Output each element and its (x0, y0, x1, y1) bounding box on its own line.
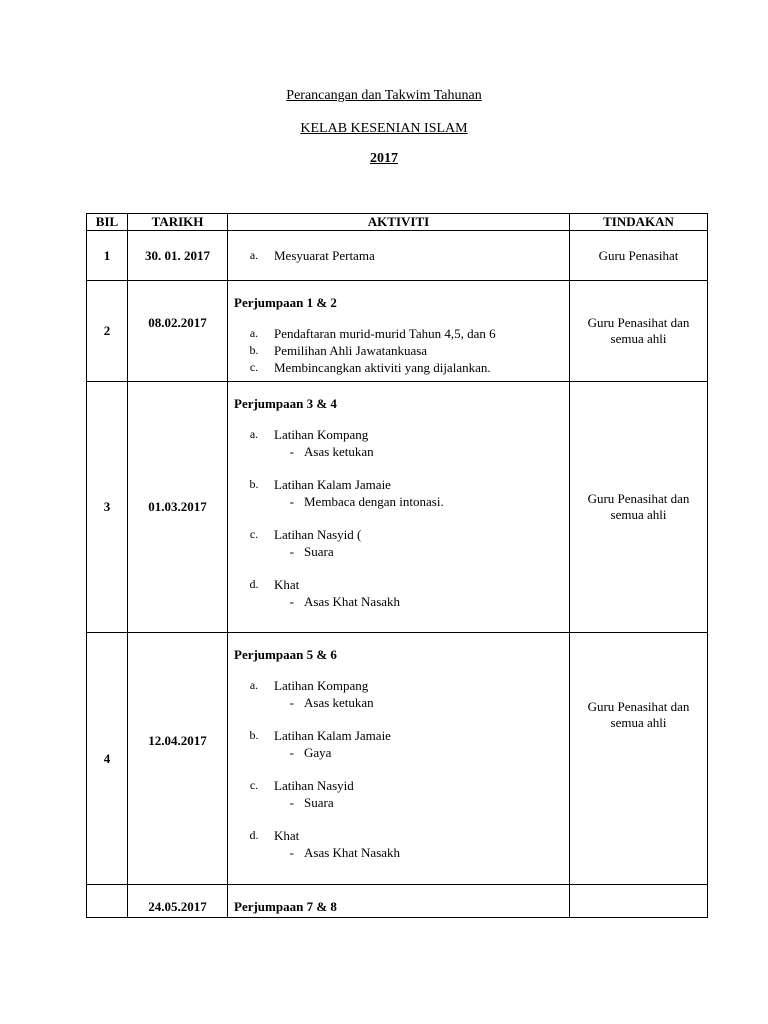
row-tindakan: Guru Penasihat (570, 231, 708, 281)
row-tarikh: 01.03.2017 (128, 382, 228, 633)
item-letter: b. (249, 343, 259, 357)
item-letter: a. (249, 326, 259, 340)
item-letter: b. (249, 728, 259, 742)
row-tarikh: 30. 01. 2017 (128, 231, 228, 281)
row-tindakan: Guru Penasihat dan semua ahli (570, 633, 708, 885)
table-row (87, 885, 708, 918)
table-header-row (87, 214, 708, 231)
activity-subitem (234, 443, 563, 460)
header-tindakan: TINDAKAN (570, 214, 708, 231)
club-name: KELAB KESENIAN ISLAM (300, 121, 468, 136)
sub-dash: - (289, 444, 294, 459)
sub-text: Gaya (304, 745, 332, 760)
activity-item (234, 426, 563, 443)
sub-text: Suara (304, 544, 334, 559)
item-text: Latihan Nasyid ( (274, 527, 362, 542)
item-text: Membincangkan aktiviti yang dijalankan. (274, 360, 491, 375)
row-aktiviti (228, 885, 570, 918)
item-letter: a. (249, 427, 259, 441)
row-bil: 2 (87, 281, 128, 382)
activity-item (234, 827, 563, 844)
item-text: Latihan Kompang (274, 678, 369, 693)
row-bil: 1 (87, 231, 128, 281)
activity-item (234, 576, 563, 593)
row-aktiviti (228, 633, 570, 885)
item-letter: d. (249, 577, 259, 591)
item-text: Mesyuarat Pertama (274, 248, 375, 263)
activity-subitem (234, 794, 563, 811)
item-letter: c. (249, 527, 259, 541)
activity-subitem (234, 744, 563, 761)
row-tindakan (570, 885, 708, 918)
sub-dash: - (289, 695, 294, 710)
sub-dash: - (289, 795, 294, 810)
meeting-heading: Perjumpaan 5 & 6 (234, 647, 337, 662)
item-text: Latihan Nasyid (274, 778, 354, 793)
header-tarikh: TARIKH (128, 214, 228, 231)
header-bil: BIL (87, 214, 128, 231)
table-row (87, 231, 708, 281)
activity-subitem (234, 493, 563, 510)
row-aktiviti (228, 231, 570, 281)
meeting-heading: Perjumpaan 7 & 8 (234, 899, 337, 914)
sub-text: Asas ketukan (304, 695, 374, 710)
row-aktiviti (228, 382, 570, 633)
activity-item (234, 342, 563, 359)
item-text: Latihan Kalam Jamaie (274, 728, 391, 743)
item-letter: b. (249, 477, 259, 491)
item-text: Latihan Kompang (274, 427, 369, 442)
activity-item (234, 727, 563, 744)
sub-dash: - (289, 845, 294, 860)
item-letter: d. (249, 828, 259, 842)
sub-text: Membaca dengan intonasi. (304, 494, 444, 509)
sub-text: Asas ketukan (304, 444, 374, 459)
header-aktiviti: AKTIVITI (228, 214, 570, 231)
activity-subitem (234, 543, 563, 560)
item-letter: c. (249, 360, 259, 374)
sub-dash: - (289, 594, 294, 609)
activity-subitem (234, 593, 563, 610)
table-row (87, 281, 708, 382)
activity-subitem (234, 694, 563, 711)
item-text: Pemilihan Ahli Jawatankuasa (274, 343, 428, 358)
year-heading: 2017 (370, 151, 398, 166)
meeting-heading: Perjumpaan 3 & 4 (234, 396, 337, 411)
activity-item (234, 476, 563, 493)
row-tarikh: 24.05.2017 (128, 885, 228, 918)
sub-text: Asas Khat Nasakh (304, 845, 401, 860)
row-bil: 4 (87, 633, 128, 885)
table-row (87, 633, 708, 885)
activity-item (234, 359, 563, 376)
item-letter: a. (249, 248, 259, 262)
item-text: Khat (274, 828, 300, 843)
sub-dash: - (289, 494, 294, 509)
item-text: Khat (274, 577, 300, 592)
activity-item (234, 325, 563, 342)
table-row (87, 382, 708, 633)
item-letter: c. (249, 778, 259, 792)
activity-item (234, 777, 563, 794)
row-bil: 3 (87, 382, 128, 633)
row-tindakan: Guru Penasihat dan semua ahli (570, 382, 708, 633)
row-tarikh: 12.04.2017 (128, 633, 228, 885)
sub-dash: - (289, 745, 294, 760)
sub-dash: - (289, 544, 294, 559)
activity-item (234, 526, 563, 543)
document-title: Perancangan dan Takwim Tahunan (286, 88, 482, 103)
sub-text: Asas Khat Nasakh (304, 594, 401, 609)
sub-text: Suara (304, 795, 334, 810)
row-aktiviti (228, 281, 570, 382)
schedule-table (86, 213, 708, 918)
activity-subitem (234, 844, 563, 861)
row-tindakan: Guru Penasihat dan semua ahli (570, 281, 708, 382)
activity-item (234, 677, 563, 694)
row-tarikh: 08.02.2017 (128, 281, 228, 382)
activity-item (234, 247, 563, 264)
item-text: Latihan Kalam Jamaie (274, 477, 391, 492)
item-letter: a. (249, 678, 259, 692)
meeting-heading: Perjumpaan 1 & 2 (234, 295, 337, 310)
item-text: Pendaftaran murid-murid Tahun 4,5, dan 6 (274, 326, 496, 341)
row-bil (87, 885, 128, 918)
